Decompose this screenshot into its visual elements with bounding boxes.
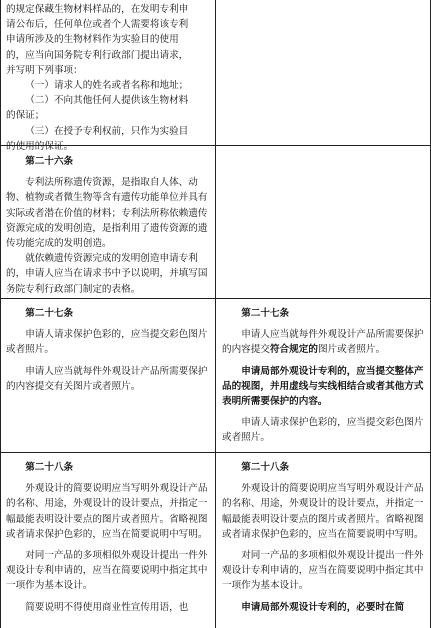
article-heading: 第二十八条 xyxy=(25,462,74,473)
row4-right-cell xyxy=(222,460,424,615)
paragraph: 就依赖遗传资源完成的发明创造申请专利的，申请人应当在请求书中予以说明，并填写国务院专利行政部门制定的表格。 xyxy=(6,253,208,295)
text-span: 图片或者照片。 xyxy=(317,344,386,356)
article-heading: 第二十七条 xyxy=(25,308,74,319)
row-divider xyxy=(0,452,431,453)
article-heading: 第二十六条 xyxy=(25,156,74,167)
row3-right-cell xyxy=(222,306,424,446)
article-heading: 第二十七条 xyxy=(241,308,290,319)
article-heading: 第二十八条 xyxy=(241,462,290,473)
text-line: （三）在授予专利权前，只作为实验目 xyxy=(25,125,189,137)
paragraph: 简要说明不得使用商业性宣传用语，也 xyxy=(25,601,189,613)
paragraph xyxy=(222,327,424,357)
row2-left-cell xyxy=(6,154,210,297)
table-column-divider xyxy=(215,0,216,628)
text-line: （二）不向其他任何人提供该生物材料 xyxy=(25,95,189,107)
paragraph: 外观设计的简要说明应当写明外观设计产品的名称、用途，外观设计的设计要点，并指定一幅最能表明设计要点的图片或者照片。省略视图或者请求保护色彩的，应当在简要说明中写明。 xyxy=(6,483,208,540)
text-line: 申请所涉及的生物材料作为实验目的使用 xyxy=(6,34,179,46)
text-line: 并写明下列事项： xyxy=(6,64,83,76)
inserted-text: 符合规定的 xyxy=(269,344,318,356)
text-line: 的使用的保证。 xyxy=(6,140,74,152)
row3-left-cell xyxy=(6,306,210,394)
table-border-left xyxy=(0,0,1,628)
paragraph: 对同一产品的多项相似外观设计提出一件外观设计专利申请的，应当在简要说明中指定其中一项作为基本设计。 xyxy=(6,550,208,592)
paragraph: 专利法所称遗传资源，是指取自人体、动物、植物或者微生物等含有遗传功能单位并具有实际或者潜在价值的材料；专利法所称依赖遗传资源完成的发明创造，是指利用了遗传资源的遗传功能完成的发明创造。 xyxy=(6,177,208,250)
row1-left-cell xyxy=(6,2,210,154)
text-span: 申请人应当就每件外观设计产品所需要保护的内容提交 xyxy=(222,329,424,356)
inserted-paragraph: 申请局部外观设计专利的，必要时在简 xyxy=(241,601,405,613)
row4-left-cell xyxy=(6,460,210,615)
text-line: 请公布后，任何单位或者个人需要将该专利 xyxy=(6,19,189,31)
paragraph: 外观设计的简要说明应当写明外观设计产品的名称、用途，外观设计的设计要点，并指定一幅最能表明设计要点的图片或者照片。省略视图或者请求保护色彩的，应当在简要说明中写明。 xyxy=(222,483,424,540)
row-divider xyxy=(0,298,431,299)
text-line: 的保证； xyxy=(6,110,45,122)
paragraph: 申请人应当就每件外观设计产品所需要保护的内容提交有关图片或者照片。 xyxy=(6,365,208,392)
inserted-paragraph: 申请局部外观设计专利的，应当提交整体产品的视图，并用虚线与实线相结合或者其他方式表明所需要保护的内容。 xyxy=(222,365,424,408)
paragraph: 申请人请求保护色彩的，应当提交彩色图片或者照片。 xyxy=(222,417,424,444)
text-line: （一）请求人的姓名或者名称和地址； xyxy=(25,80,189,92)
paragraph: 对同一产品的多项相似外观设计提出一件外观设计专利申请的，应当在简要说明中指定其中一项作为基本设计。 xyxy=(222,550,424,592)
text-line: 的，应当向国务院专利行政部门提出请求， xyxy=(6,49,189,61)
paragraph: 申请人请求保护色彩的，应当提交彩色图片或者照片。 xyxy=(6,329,208,356)
text-line: 的规定保藏生物材料样品的，在发明专利申 xyxy=(6,4,189,15)
